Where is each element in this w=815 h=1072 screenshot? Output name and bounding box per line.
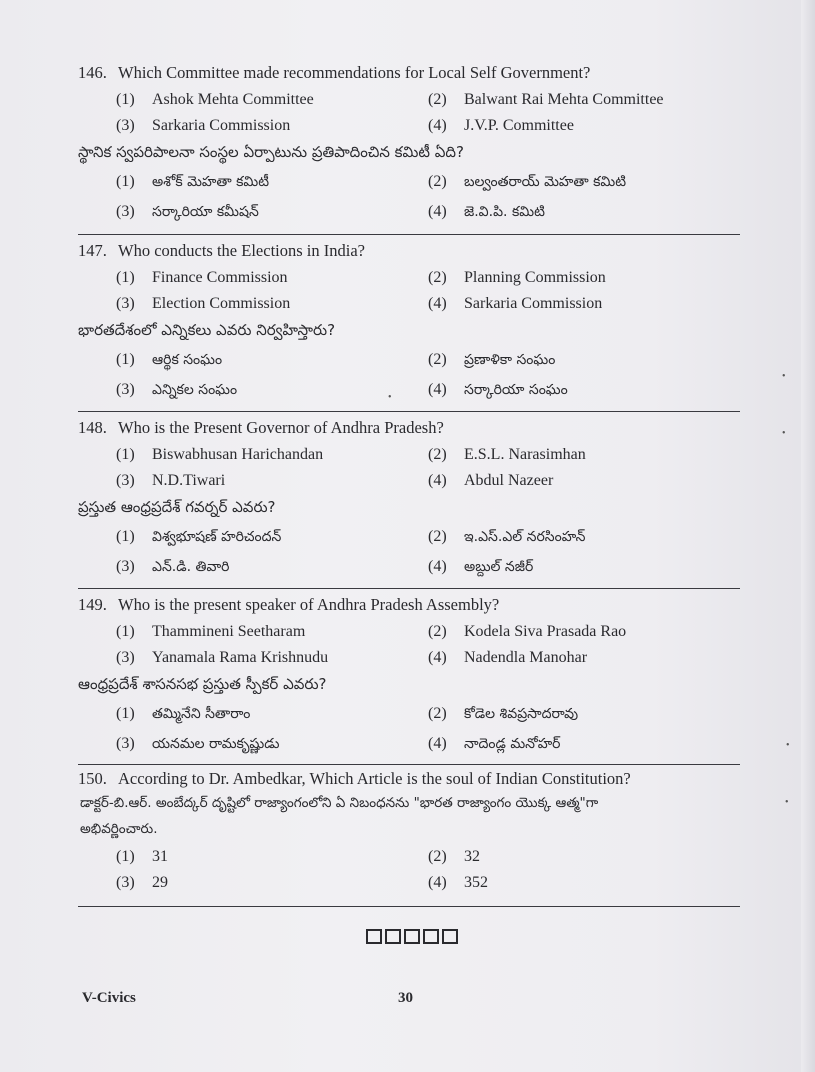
option-4: (4) Abdul Nazeer xyxy=(428,472,554,489)
option-4-telugu: (4) జె.వి.పి. కమిటి xyxy=(428,203,545,220)
paper-edge-shadow xyxy=(801,0,815,1072)
option-4-telugu: (4) నాదెండ్ల మనోహర్ xyxy=(428,735,561,752)
question-148 xyxy=(78,417,740,580)
option-1: (1) 31 xyxy=(116,848,168,865)
question-text: Which Committee made recommendations for Local Self Government? xyxy=(118,63,591,82)
option-2: (2) Planning Commission xyxy=(428,269,606,286)
option-1-telugu: (1) ఆర్థిక సంఘం xyxy=(116,351,223,368)
option-1-telugu: (1) విశ్వభూషణ్ హరిచందన్ xyxy=(116,528,282,545)
scan-speck: • xyxy=(785,797,789,808)
option-3-telugu: (3) యనమల రామకృష్ణుడు xyxy=(116,735,280,752)
option-2-telugu: (2) ప్రణాళికా సంఘం xyxy=(428,351,556,368)
question-147 xyxy=(78,240,740,403)
question-number: 148. xyxy=(78,418,107,437)
option-4: (4) Nadendla Manohar xyxy=(428,649,588,666)
option-2-telugu: (2) బల్వంతరాయ్ మెహతా కమిటి xyxy=(428,173,627,190)
option-3: (3) 29 xyxy=(116,874,168,891)
question-text: According to Dr. Ambedkar, Which Article is the soul of Indian Constitution? xyxy=(118,769,631,788)
footer-subject: V-Civics xyxy=(82,990,136,1006)
end-of-paper-marker xyxy=(366,929,458,944)
option-1: (1) Ashok Mehta Committee xyxy=(116,91,314,108)
option-1-telugu: (1) అశోక్ మెహతా కమిటీ xyxy=(116,173,270,190)
option-4: (4) J.V.P. Committee xyxy=(428,117,574,134)
question-divider xyxy=(78,588,740,589)
option-3: (3) Yanamala Rama Krishnudu xyxy=(116,649,329,666)
question-divider xyxy=(78,234,740,235)
option-4-telugu: (4) సర్కారియా సంఘం xyxy=(428,381,568,398)
question-text-telugu-line-1: డాక్టర్-బి.ఆర్. అంబేద్కర్ దృష్టిలో రాజ్యాంగంలోని ఏ నిబంధనను "భారత రాజ్యాంగం యొక్క ఆత్మ"గా xyxy=(80,795,599,811)
question-text-telugu-line-2: అభివర్ణించారు. xyxy=(80,821,158,837)
option-3-telugu: (3) ఎన్నికల సంఘం xyxy=(116,381,238,398)
option-2: (2) 32 xyxy=(428,848,480,865)
question-text: Who is the Present Governor of Andhra Pradesh? xyxy=(118,418,444,437)
question-number: 146. xyxy=(78,63,107,82)
question-text-telugu: భారతదేశంలో ఎన్నికలు ఎవరు నిర్వహిస్తారు? xyxy=(78,321,336,339)
option-3-telugu: (3) ఎన్.డి. తివారి xyxy=(116,558,230,575)
question-text-telugu: స్థానిక స్వపరిపాలనా సంస్థల ఏర్పాటును ప్రతిపాదించిన కమిటీ ఏది? xyxy=(78,143,464,161)
scan-speck: • xyxy=(786,740,790,751)
option-1: (1) Finance Commission xyxy=(116,269,288,286)
question-text: Who is the present speaker of Andhra Pradesh Assembly? xyxy=(118,595,500,614)
question-150 xyxy=(78,768,740,896)
option-1: (1) Thammineni Seetharam xyxy=(116,623,306,640)
option-2-telugu: (2) ఇ.ఎస్.ఎల్ నరసింహన్ xyxy=(428,528,586,545)
option-1: (1) Biswabhusan Harichandan xyxy=(116,446,324,463)
question-text: Who conducts the Elections in India? xyxy=(118,241,365,260)
scan-speck: • xyxy=(782,428,786,439)
option-2-telugu: (2) కోడెల శివప్రసాదరావు xyxy=(428,705,579,722)
option-2: (2) Kodela Siva Prasada Rao xyxy=(428,623,627,640)
option-4: (4) Sarkaria Commission xyxy=(428,295,603,312)
question-number: 147. xyxy=(78,241,107,260)
question-146 xyxy=(78,62,740,225)
question-divider xyxy=(78,906,740,907)
option-4: (4) 352 xyxy=(428,874,488,891)
question-number: 150. xyxy=(78,769,107,788)
question-149 xyxy=(78,594,740,757)
scan-speck: • xyxy=(388,392,392,403)
question-number: 149. xyxy=(78,595,107,614)
option-3: (3) Sarkaria Commission xyxy=(116,117,291,134)
option-4-telugu: (4) అబ్దుల్ నజీర్ xyxy=(428,558,534,575)
option-3: (3) N.D.Tiwari xyxy=(116,472,226,489)
question-text-telugu: ప్రస్తుత ఆంధ్రప్రదేశ్ గవర్నర్ ఎవరు? xyxy=(78,498,276,516)
question-divider xyxy=(78,764,740,765)
option-2: (2) E.S.L. Narasimhan xyxy=(428,446,586,463)
page-number: 30 xyxy=(398,990,413,1006)
option-2: (2) Balwant Rai Mehta Committee xyxy=(428,91,664,108)
question-text-telugu: ఆంధ్రప్రదేశ్ శాసనసభ ప్రస్తుత స్పీకర్ ఎవరు? xyxy=(78,675,327,693)
option-3: (3) Election Commission xyxy=(116,295,291,312)
option-3-telugu: (3) సర్కారియా కమీషన్ xyxy=(116,203,259,220)
option-1-telugu: (1) తమ్మినేని సీతారాం xyxy=(116,705,251,722)
question-divider xyxy=(78,411,740,412)
scan-speck: • xyxy=(782,371,786,382)
